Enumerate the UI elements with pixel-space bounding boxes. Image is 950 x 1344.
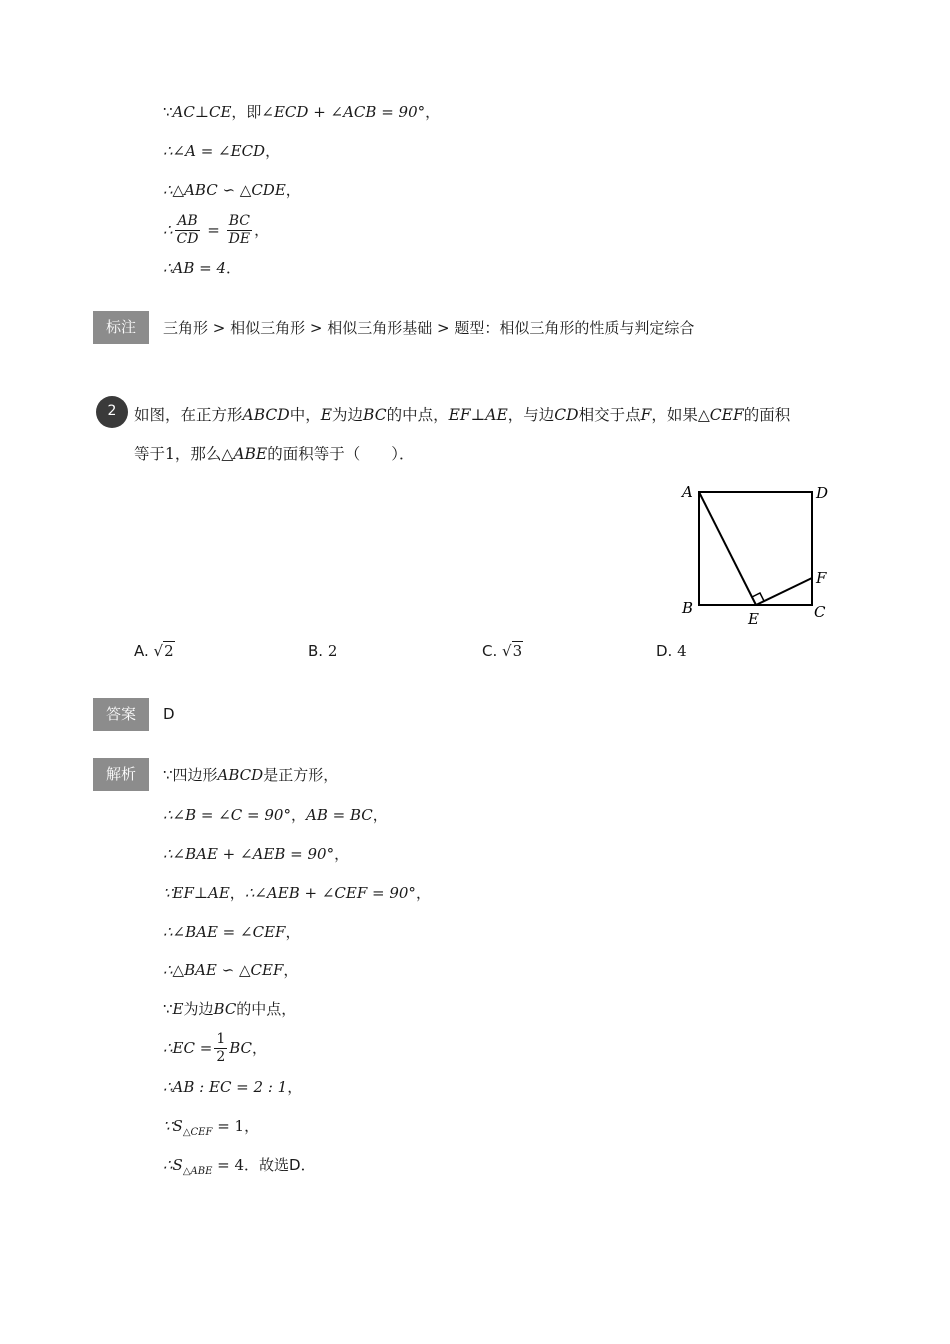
math-expr: △CEF <box>697 406 744 424</box>
numerator: 1 <box>216 1031 226 1047</box>
punct: ， <box>334 845 350 863</box>
math-expr: BC <box>229 1039 253 1057</box>
punct: ， <box>265 142 281 160</box>
radicand: 2 <box>164 642 174 660</box>
text-run: ，如果 <box>651 406 698 424</box>
text-run: 如图，在正方形 <box>134 406 243 424</box>
punct: ， <box>229 884 245 902</box>
label-e: E <box>748 610 759 628</box>
math-expr: CD <box>554 406 579 424</box>
math-expr: ∴S <box>163 1156 183 1174</box>
denominator: DE <box>228 231 251 247</box>
punct: ， <box>372 806 388 824</box>
punct: ， <box>254 221 270 239</box>
question-text-line-1 <box>134 405 790 425</box>
text-run: 是正方形， <box>263 766 339 784</box>
option-d[interactable] <box>656 641 687 661</box>
label-d: D <box>816 484 829 502</box>
math-expr: E <box>320 406 333 424</box>
option-c[interactable] <box>482 641 523 661</box>
option-a[interactable] <box>134 641 175 661</box>
punct: ， <box>287 1078 303 1096</box>
punct: ， <box>283 961 299 979</box>
prev-solution-line-5 <box>163 258 241 278</box>
because-symbol: ∵ <box>163 1000 173 1018</box>
prev-solution-line-2 <box>163 141 280 161</box>
option-value: 4 <box>677 642 687 660</box>
text-run: 为边 <box>183 1000 214 1018</box>
punct: ， <box>285 181 301 199</box>
math-expr: ∴∠A = ∠ECD <box>163 142 266 160</box>
answer-tag: 答案 <box>93 698 149 731</box>
square-abcd <box>699 492 812 605</box>
analysis-line-2 <box>163 805 388 825</box>
option-letter: D. <box>656 642 673 660</box>
denominator: CD <box>176 231 199 247</box>
equals: = <box>207 221 220 239</box>
math-expr: = 1 <box>212 1117 245 1135</box>
text-run: ．故选D． <box>244 1156 316 1174</box>
analysis-line-11 <box>163 1155 316 1182</box>
punct: ， <box>244 1117 260 1135</box>
label-tag: 标注 <box>93 311 149 344</box>
punct: ， <box>252 1039 268 1057</box>
math-expr: ∴EC = <box>163 1039 213 1057</box>
math-expr: AB = BC <box>306 806 373 824</box>
subscript: △ABE <box>182 1166 213 1177</box>
math-expr: ∴△BAE ∽ △CEF <box>163 961 284 979</box>
denominator: 2 <box>216 1049 226 1065</box>
fraction <box>175 213 201 248</box>
analysis-line-1 <box>163 765 338 785</box>
math-expr: ABCD <box>217 766 264 784</box>
math-expr: ∴∠BAE = ∠CEF <box>163 923 286 941</box>
label-path: 三角形 > 相似三角形 > 相似三角形基础 > 题型：相似三角形的性质与判定综合 <box>163 319 695 337</box>
label-f: F <box>816 569 827 587</box>
option-b[interactable] <box>308 641 337 661</box>
text-run: 中， <box>289 406 321 424</box>
sqrt-expr: √3 <box>502 642 523 660</box>
because-symbol: ∵ <box>163 103 173 121</box>
numerator: AB <box>175 213 201 231</box>
analysis-line-7 <box>163 999 296 1019</box>
math-expr: ∠ECD + ∠ACB = 90° <box>261 103 426 121</box>
text-run: 为边 <box>332 406 364 424</box>
sqrt-expr: √2 <box>153 642 174 660</box>
segment-ef <box>756 578 812 605</box>
text-run: 等于 <box>134 445 166 463</box>
text-run: 的面积 <box>743 406 791 424</box>
square-figure <box>676 478 836 628</box>
analysis-tag: 解析 <box>93 758 149 791</box>
analysis-line-3 <box>163 844 349 864</box>
punct: ， <box>425 103 441 121</box>
math-expr: ∴∠BAE + ∠AEB = 90° <box>163 845 335 863</box>
math-expr: F <box>640 406 652 424</box>
segment-ae <box>699 492 756 605</box>
text-run: ，即 <box>231 103 262 121</box>
math-expr: ∴AB : EC = 2 : 1 <box>163 1078 288 1096</box>
punct: ． <box>226 259 242 277</box>
math-expr: BC <box>363 406 387 424</box>
analysis-line-4 <box>163 883 431 903</box>
math-expr: ∵EF⊥AE <box>163 884 230 902</box>
label-a: A <box>682 483 693 501</box>
text-run: ∵四边形 <box>163 766 218 784</box>
text-run: 的中点， <box>386 406 449 424</box>
analysis-line-8 <box>163 1028 267 1068</box>
label-c: C <box>814 603 826 621</box>
text-run: 的中点， <box>236 1000 297 1018</box>
prev-solution-line-3 <box>163 180 301 200</box>
analysis-line-9 <box>163 1077 302 1097</box>
punct: ， <box>285 923 301 941</box>
label-b: B <box>682 599 694 617</box>
math-expr: △ABE <box>221 445 268 463</box>
answer-value: D <box>163 705 175 723</box>
therefore-symbol: ∴ <box>163 221 173 239</box>
question-text-line-2 <box>134 444 415 464</box>
math-expr: = 4 <box>212 1156 245 1174</box>
option-letter: B. <box>308 642 324 660</box>
math-expr: ∴∠B = ∠C = 90° <box>163 806 291 824</box>
math-expr: ABCD <box>242 406 290 424</box>
text-run: 相交于点 <box>578 406 641 424</box>
punct: ， <box>415 884 431 902</box>
analysis-line-10 <box>163 1116 259 1143</box>
question-number-badge: 2 <box>96 396 128 428</box>
option-letter: A. <box>134 642 149 660</box>
math-expr: ∴△ABC ∽ △CDE <box>163 181 286 199</box>
math-expr: ∵S <box>163 1117 183 1135</box>
math-expr: ∴∠AEB + ∠CEF = 90° <box>244 884 416 902</box>
text-run: ，那么 <box>174 445 222 463</box>
prev-solution-line-1 <box>163 102 440 122</box>
math-expr: 1 <box>165 445 175 463</box>
math-expr: BC <box>213 1000 237 1018</box>
numerator: BC <box>227 213 252 231</box>
text-run: ，与边 <box>507 406 555 424</box>
math-expr: EF⊥AE <box>448 406 508 424</box>
option-value: 2 <box>327 642 338 660</box>
radicand: 3 <box>512 642 523 660</box>
math-expr: E <box>172 1000 184 1018</box>
math-expr: AC⊥CE <box>172 103 232 121</box>
analysis-line-5 <box>163 922 300 942</box>
prev-solution-line-4 <box>163 210 269 250</box>
text-run: 的面积等于（ ）． <box>267 445 415 463</box>
math-expr: ∴AB = 4 <box>163 259 227 277</box>
subscript: △CEF <box>182 1127 213 1138</box>
fraction <box>227 213 252 248</box>
analysis-line-6 <box>163 960 298 980</box>
punct: ， <box>290 806 306 824</box>
option-letter: C. <box>482 642 498 660</box>
fraction <box>214 1031 227 1066</box>
